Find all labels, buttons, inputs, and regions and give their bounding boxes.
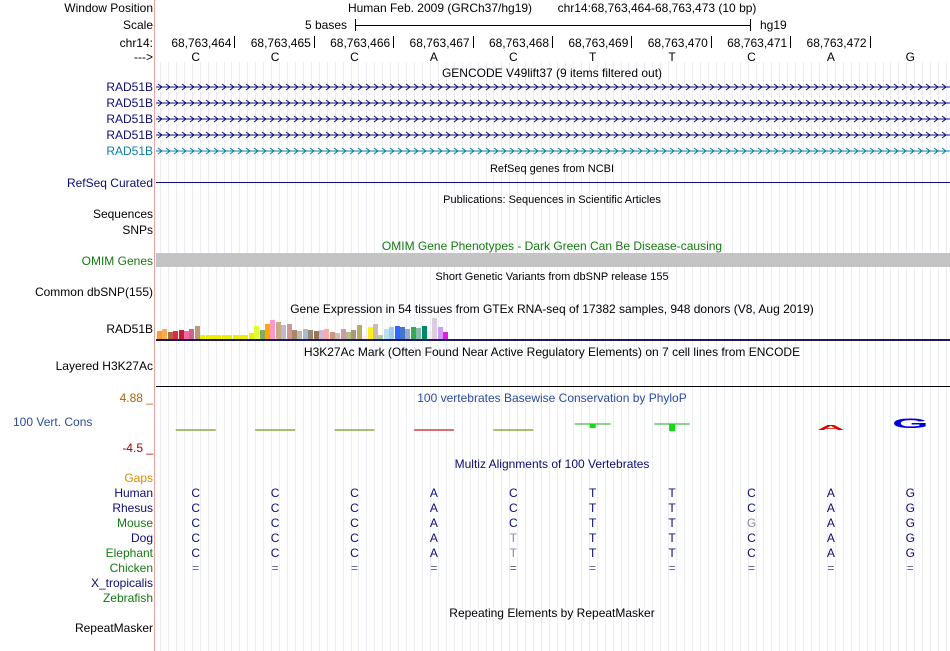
gtex-tissue-bar[interactable] (184, 331, 189, 339)
gtex-tissue-bar[interactable] (308, 330, 313, 339)
alignment-base: A (826, 501, 835, 515)
gtex-tissue-bar[interactable] (438, 327, 443, 339)
omim-track-label[interactable]: OMIM Genes (81, 254, 153, 268)
gtex-tissue-bar[interactable] (443, 332, 448, 339)
alignment-base: = (350, 561, 358, 575)
alignment-base: G (905, 516, 915, 530)
reference-base: C (270, 50, 280, 64)
species-label[interactable]: Chicken (109, 561, 153, 575)
gencode-gene-label-2[interactable]: RAD51B (106, 96, 153, 110)
gencode-transcript-5[interactable] (156, 144, 950, 158)
alignment-base: A (429, 546, 438, 560)
repeatmasker-track-label[interactable]: RepeatMasker (74, 621, 153, 635)
repeatmasker-track-title: Repeating Elements by RepeatMasker (449, 606, 655, 620)
gencode-gene-label-4[interactable]: RAD51B (106, 128, 153, 142)
h3k27ac-track-title: H3K27Ac Mark (Often Found Near Active Regulatory Elements) on 7 cell lines from ENCODE (303, 345, 801, 359)
alignment-base: T (589, 501, 597, 515)
gtex-tissue-bar[interactable] (368, 327, 373, 339)
gencode-gene-label-3[interactable]: RAD51B (106, 112, 153, 126)
alignment-base: C (270, 501, 280, 515)
gtex-baseline (156, 339, 950, 341)
alignment-base: T (509, 546, 517, 560)
phylop-score-mark[interactable]: G (892, 416, 929, 432)
gtex-tissue-bar[interactable] (189, 329, 194, 339)
alignment-base: T (589, 516, 597, 530)
alignment-base: = (271, 561, 279, 575)
alignment-base: C (350, 516, 359, 530)
alignment-base: C (191, 516, 201, 530)
phylop-score-mark[interactable] (590, 424, 596, 428)
gtex-tissue-bar[interactable] (292, 330, 297, 339)
position-readout[interactable]: chr14:68,763,464-68,763,473 (10 bp) (557, 1, 757, 15)
dbsnp-track-label[interactable]: Common dbSNP(155) (34, 285, 153, 299)
gtex-tissue-bar[interactable] (400, 327, 405, 339)
alignment-base: = (906, 561, 914, 575)
alignment-base: T (668, 516, 676, 530)
species-label[interactable]: Elephant (105, 546, 153, 560)
coordinate-label: 68,763,465 (250, 36, 311, 50)
gtex-tissue-bar[interactable] (432, 318, 437, 339)
omim-track-title: OMIM Gene Phenotypes - Dark Green Can Be Disease-causing (381, 239, 723, 253)
gtex-tissue-bar[interactable] (319, 330, 324, 339)
window-position-label: Window Position (64, 1, 153, 15)
phylop-score-mark[interactable] (669, 424, 675, 431)
gtex-tissue-bar[interactable] (254, 326, 259, 339)
coordinate-label: 68,763,472 (806, 36, 867, 50)
reference-base: T (589, 50, 597, 64)
gtex-tissue-bar[interactable] (357, 325, 362, 339)
gtex-tissue-bar[interactable] (384, 329, 389, 339)
phylop-min-label: -4.5 _ (122, 441, 153, 455)
gencode-gene-label-1[interactable]: RAD51B (106, 80, 153, 94)
alignment-base: C (270, 516, 280, 530)
gtex-tissue-bar[interactable] (373, 324, 378, 339)
chrom-label: chr14: (119, 36, 153, 50)
alignment-base: T (589, 546, 597, 560)
gtex-tissue-bar[interactable] (341, 329, 346, 339)
alignment-base: C (270, 486, 280, 500)
reference-base: A (826, 50, 835, 64)
alignment-base: C (350, 501, 359, 515)
reference-base: C (191, 50, 201, 64)
multiz-track-title: Multiz Alignments of 100 Vertebrates (454, 457, 650, 471)
coordinate-label: 68,763,471 (727, 36, 788, 50)
alignment-base: T (668, 546, 676, 560)
snps-track-label[interactable]: SNPs (122, 223, 153, 237)
phylop-max-label: 4.88 _ (119, 391, 153, 405)
gtex-tissue-bar[interactable] (157, 331, 162, 339)
alignment-base: C (508, 486, 518, 500)
species-label[interactable]: Human (114, 486, 153, 500)
gtex-tissue-bar[interactable] (195, 326, 200, 339)
gtex-tissue-bar[interactable] (179, 330, 184, 339)
scale-text: 5 bases (305, 18, 348, 32)
alignment-base: C (350, 546, 359, 560)
alignment-base: C (270, 531, 280, 545)
species-label[interactable]: Dog (130, 531, 153, 545)
coordinate-label: 68,763,467 (409, 36, 470, 50)
alignment-base: C (191, 531, 201, 545)
gtex-tissue-bar[interactable] (405, 329, 410, 339)
gtex-tissue-bar[interactable] (416, 328, 421, 339)
alignment-base: G (905, 486, 915, 500)
alignment-base: A (429, 501, 438, 515)
gtex-tissue-bar[interactable] (427, 331, 432, 339)
gencode-transcript-2[interactable] (156, 96, 950, 110)
refseq-gene-line[interactable] (156, 182, 950, 183)
gtex-track-title: Gene Expression in 54 tissues from GTEx RNA-seq of 17382 samples, 948 donors (V8, Aug 2019) (290, 302, 814, 316)
alignment-base: C (270, 546, 280, 560)
reference-base: G (905, 50, 915, 64)
species-label[interactable]: Mouse (116, 516, 153, 530)
sequences-track-label[interactable]: Sequences (92, 207, 153, 221)
alignment-base: = (192, 561, 200, 575)
refseq-track-title: RefSeq genes from NCBI (489, 163, 615, 175)
gtex-tissue-bar[interactable] (173, 331, 178, 339)
gtex-tissue-bar[interactable] (351, 330, 356, 339)
gtex-tissue-bar[interactable] (168, 332, 173, 339)
alignment-base: C (747, 546, 756, 560)
gtex-tissue-bar[interactable] (276, 322, 281, 339)
reference-base: C (747, 50, 756, 64)
gtex-tissue-bar[interactable] (389, 327, 394, 339)
scale-bar (355, 25, 751, 26)
gtex-tissue-bar[interactable] (330, 332, 335, 339)
alignment-base: G (905, 531, 915, 545)
scale-tick-right (750, 19, 751, 31)
gtex-tissue-bar[interactable] (260, 330, 265, 339)
gtex-tissue-bar[interactable] (411, 327, 416, 339)
alignment-base: = (589, 561, 597, 575)
scale-label: Scale (122, 18, 153, 32)
db-label: hg19 (760, 18, 787, 32)
gtex-tissue-bar[interactable] (265, 324, 270, 339)
h3k27ac-baseline (156, 386, 950, 387)
alignment-base: T (668, 531, 676, 545)
gtex-tissue-bar[interactable] (287, 324, 292, 339)
gtex-tissue-bar[interactable] (162, 329, 167, 339)
alignment-base: = (430, 561, 438, 575)
gtex-tissue-bar[interactable] (324, 329, 329, 339)
assembly-title: Human Feb. 2009 (GRCh37/hg19) (347, 1, 533, 15)
gtex-tissue-bar[interactable] (297, 331, 302, 339)
alignment-base: A (826, 531, 835, 545)
dbsnp-track-title: Short Genetic Variants from dbSNP release 155 (435, 271, 669, 283)
gtex-tissue-bar[interactable] (281, 325, 286, 339)
alignment-base: T (509, 531, 517, 545)
alignment-base: = (509, 561, 517, 575)
alignment-base: A (429, 486, 438, 500)
alignment-base: T (589, 531, 597, 545)
alignment-base: C (350, 531, 359, 545)
alignment-base: = (668, 561, 676, 575)
alignment-base: C (747, 486, 756, 500)
h3k27ac-track-label[interactable]: Layered H3K27Ac (55, 359, 153, 373)
gtex-track-label[interactable]: RAD51B (106, 322, 153, 336)
coordinate-label: 68,763,470 (647, 36, 708, 50)
publications-track-title: Publications: Sequences in Scientific Articles (443, 194, 661, 206)
alignment-base: = (827, 561, 835, 575)
alignment-base: C (191, 501, 201, 515)
phylop-track-label[interactable]: 100 Vert. Cons (13, 415, 93, 429)
sidebar-divider (154, 0, 155, 651)
alignment-base: A (429, 531, 438, 545)
alignment-base: A (826, 546, 835, 560)
gaps-label[interactable]: Gaps (124, 471, 153, 485)
gencode-track-title: GENCODE V49lift37 (9 items filtered out) (441, 66, 663, 80)
alignment-base: T (668, 486, 676, 500)
species-label[interactable]: Rhesus (112, 501, 153, 515)
alignment-base: G (905, 501, 915, 515)
alignment-base: A (429, 516, 438, 530)
gencode-transcript-4[interactable] (156, 128, 950, 142)
omim-gene-bar[interactable] (156, 253, 950, 267)
phylop-track-title: 100 vertebrates Basewise Conservation by PhyloP (417, 391, 687, 405)
alignment-base: C (350, 486, 359, 500)
alignment-base: C (747, 531, 756, 545)
gtex-tissue-bar[interactable] (395, 326, 400, 339)
gtex-tissue-bar[interactable] (346, 332, 351, 339)
alignment-base: T (668, 501, 676, 515)
phylop-plot[interactable] (156, 412, 950, 440)
gencode-transcript-1[interactable] (156, 80, 950, 94)
coordinate-label: 68,763,466 (330, 36, 391, 50)
species-label[interactable]: X_tropicalis (90, 576, 153, 590)
alignment-base: G (905, 546, 915, 560)
alignment-base: T (589, 486, 597, 500)
gencode-transcript-3[interactable] (156, 112, 950, 126)
alignment-base: C (508, 501, 518, 515)
alignment-base: = (747, 561, 755, 575)
alignment-base: C (191, 486, 201, 500)
alignment-base: C (191, 546, 201, 560)
coordinate-tick (870, 36, 871, 48)
species-label[interactable]: Zebrafish (102, 591, 153, 605)
alignment-base: C (508, 516, 518, 530)
coordinate-label: 68,763,464 (171, 36, 232, 50)
phylop-score-mark[interactable]: A (817, 423, 845, 432)
coordinate-label: 68,763,468 (488, 36, 549, 50)
gtex-tissue-bar[interactable] (314, 331, 319, 339)
gencode-gene-label-5[interactable]: RAD51B (106, 144, 153, 158)
refseq-track-label[interactable]: RefSeq Curated (66, 176, 153, 190)
reference-base: C (508, 50, 518, 64)
gtex-tissue-bar[interactable] (422, 326, 427, 339)
alignment-base: C (747, 501, 756, 515)
gtex-tissue-bar[interactable] (270, 320, 275, 339)
alignment-base: G (746, 516, 757, 530)
coordinate-label: 68,763,469 (568, 36, 629, 50)
strand-label: ---> (134, 50, 153, 64)
reference-base: C (350, 50, 359, 64)
alignment-base: A (826, 516, 835, 530)
alignment-base: A (826, 486, 835, 500)
reference-base: T (668, 50, 676, 64)
reference-base: A (429, 50, 438, 64)
gtex-tissue-bar[interactable] (303, 329, 308, 339)
